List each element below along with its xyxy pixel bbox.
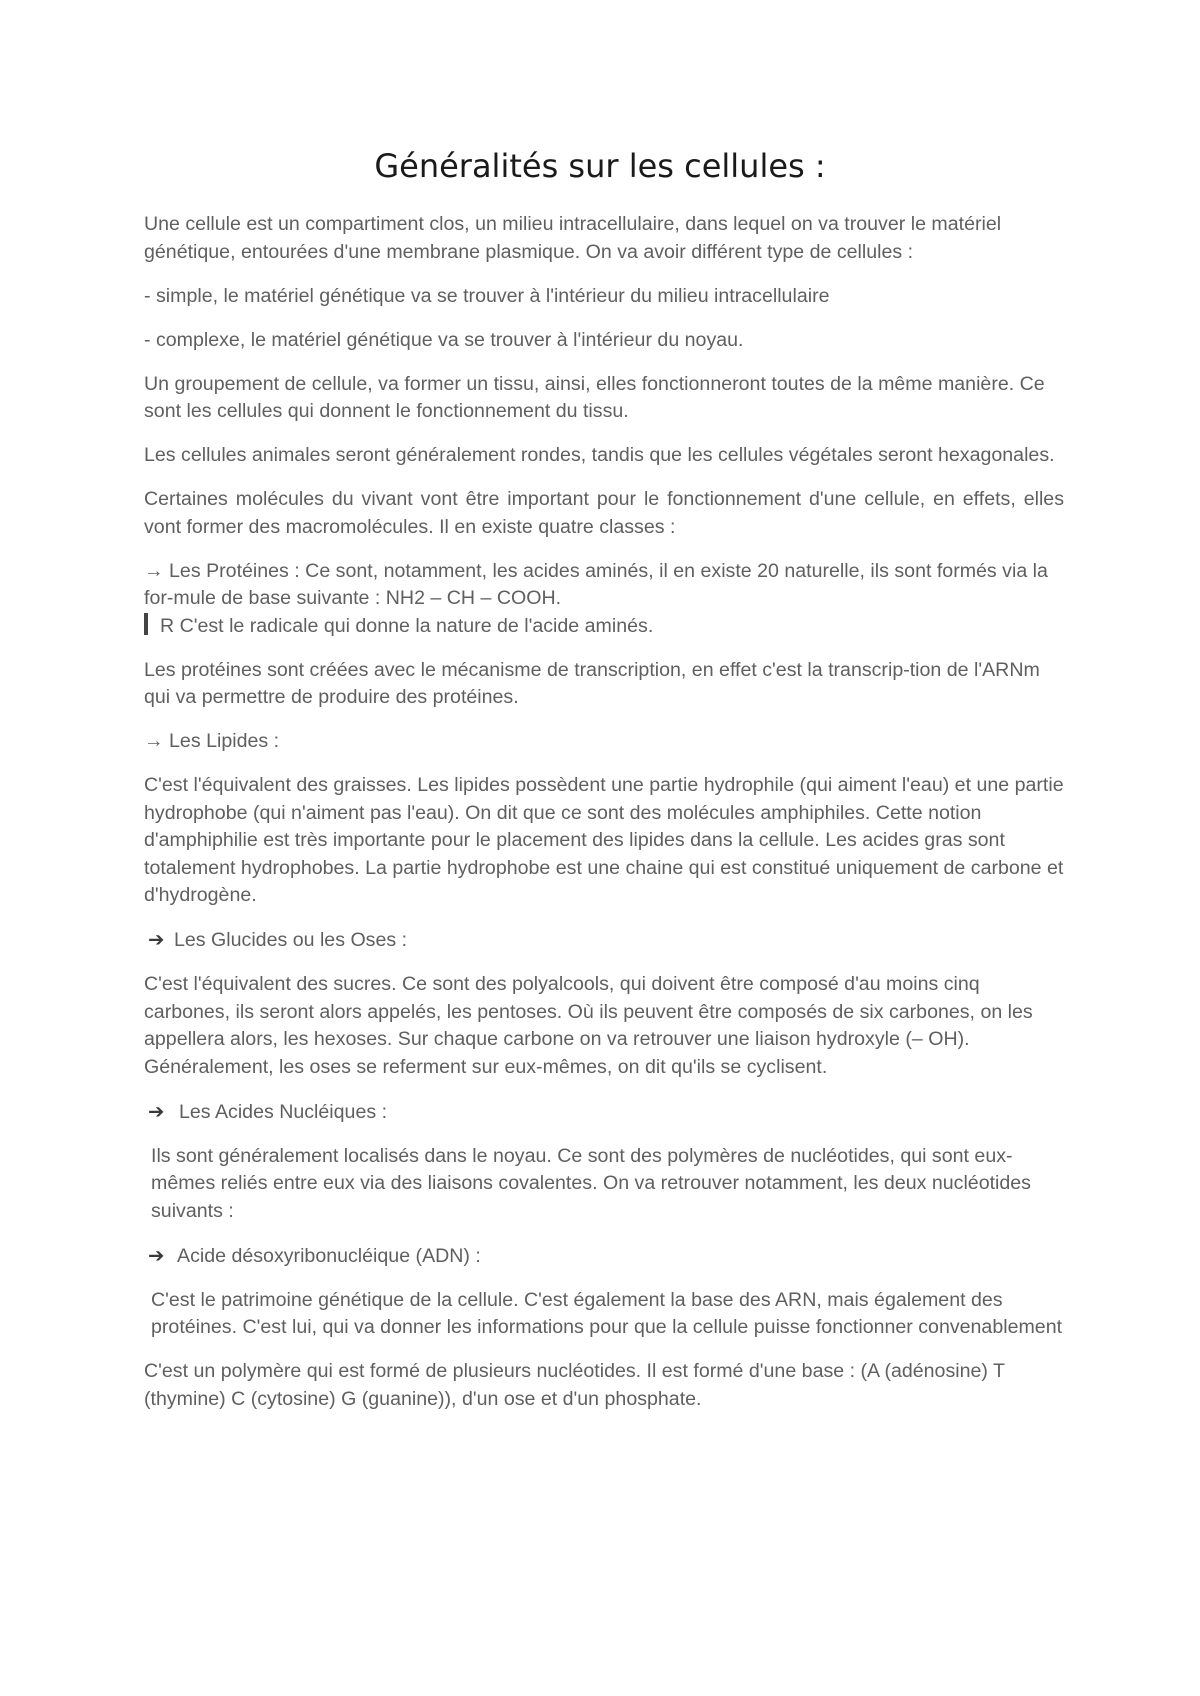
document-body bbox=[144, 211, 1064, 1430]
heading-lipides: → Les Lipides : bbox=[144, 730, 280, 752]
paragraph-proteines-transcription: Les protéines sont créées avec le mécanisme de transcription, en effet c'est la transcrip-tion de l'ARNm qui va permettre de produire des protéines. bbox=[144, 658, 1040, 708]
paragraph-intro: Une cellule est un compartiment clos, un milieu intracellulaire, dans lequel on va trouver le matériel génétique, entourées d'une membrane plasmique. On va avoir différent type de cellules : bbox=[144, 213, 1002, 263]
paragraph-lipides: C'est l'équivalent des graisses. Les lipides possèdent une partie hydrophile (qui aiment l'eau) et une partie hydrophobe (qui n'aiment pas l'eau). On dit que ce sont des molécules amphiphiles. Cette notion d'amphiphilie est très importante pour le placement des lipides dans la cellule. Les acides gras sont totalement hydrophobes. La partie hydrophobe est une chaine qui est constitué uniquement de carbone et d'hydrogène. bbox=[144, 774, 1064, 906]
paragraph-adn-polymere: C'est un polymère qui est formé de plusieurs nucléotides. Il est formé d'une base : (A (adénosine) T (thymine) C (cytosine) G (guanine)), d'un ose et d'un phosphate. bbox=[144, 1360, 1005, 1410]
arrow-right-icon: ➔ bbox=[148, 1243, 165, 1267]
paragraph-complexe: - complexe, le matériel génétique va se trouver à l'intérieur du noyau. bbox=[144, 328, 744, 351]
arrow-right-icon: ➔ bbox=[148, 928, 165, 951]
radical-line bbox=[144, 613, 1064, 641]
page-title: Généralités sur les cellules : bbox=[374, 147, 826, 185]
paragraph-macromolecules: Certaines molécules du vivant vont être important pour le fonctionnement d'une cellule, en effets, elles vont former des macromolécules. Il en existe quatre classes : bbox=[144, 488, 1064, 538]
paragraph-acides-nucleiques: Ils sont généralement localisés dans le noyau. Ce sont des polymères de nucléotides, qui sont eux-mêmes reliés entre eux via des liaisons covalentes. On va retrouver notamment, les deux nucléotides suivants : bbox=[151, 1144, 1031, 1222]
section-proteines bbox=[144, 558, 1064, 641]
paragraph-glucides: C'est l'équivalent des sucres. Ce sont des polyalcools, qui doivent être composé d'au moins cinq carbones, ils seront alors appelés, les pentoses. Où ils peuvent être composés de six carbones, on les appellera alors, les hexoses. Sur chaque carbone on va retrouver une liaison hydroxyle (– OH). Généralement, les oses se referment sur eux-mêmes, on dit qu'ils se cyclisent. bbox=[144, 973, 1033, 1078]
heading-adn-label: Acide désoxyribonucléique (ADN) : bbox=[177, 1244, 481, 1267]
radical-text: R C'est le radicale qui donne la nature de l'acide aminés. bbox=[160, 614, 654, 637]
vertical-bar-icon bbox=[144, 613, 148, 635]
heading-glucides bbox=[144, 926, 1064, 955]
heading-proteines: → Les Protéines : Ce sont, notamment, les acides aminés, il en existe 20 naturelle, ils sont formés via la for-mule de base suivante : NH2 – CH – COOH. bbox=[144, 559, 1048, 609]
heading-acides-nucleiques bbox=[144, 1098, 1064, 1127]
paragraph-adn-patrimoine: C'est le patrimoine génétique de la cellule. C'est également la base des ARN, mais également des protéines. C'est lui, qui va donner les informations pour que la cellule puisse fonctionner convenablement bbox=[151, 1288, 1063, 1338]
heading-glucides-label: Les Glucides ou les Oses : bbox=[174, 929, 408, 951]
heading-acides-nucleiques-label: Les Acides Nucléiques : bbox=[179, 1100, 388, 1123]
paragraph-simple: - simple, le matériel génétique va se trouver à l'intérieur du milieu intracellulaire bbox=[144, 284, 830, 307]
paragraph-tissu: Un groupement de cellule, va former un tissu, ainsi, elles fonctionneront toutes de la même manière. Ce sont les cellules qui donnent le fonctionnement du tissu. bbox=[144, 372, 1045, 422]
heading-adn bbox=[144, 1242, 1064, 1271]
paragraph-forme-cellules: Les cellules animales seront généralement rondes, tandis que les cellules végétales seront hexagonales. bbox=[144, 444, 1055, 466]
arrow-right-icon: ➔ bbox=[148, 1099, 165, 1123]
